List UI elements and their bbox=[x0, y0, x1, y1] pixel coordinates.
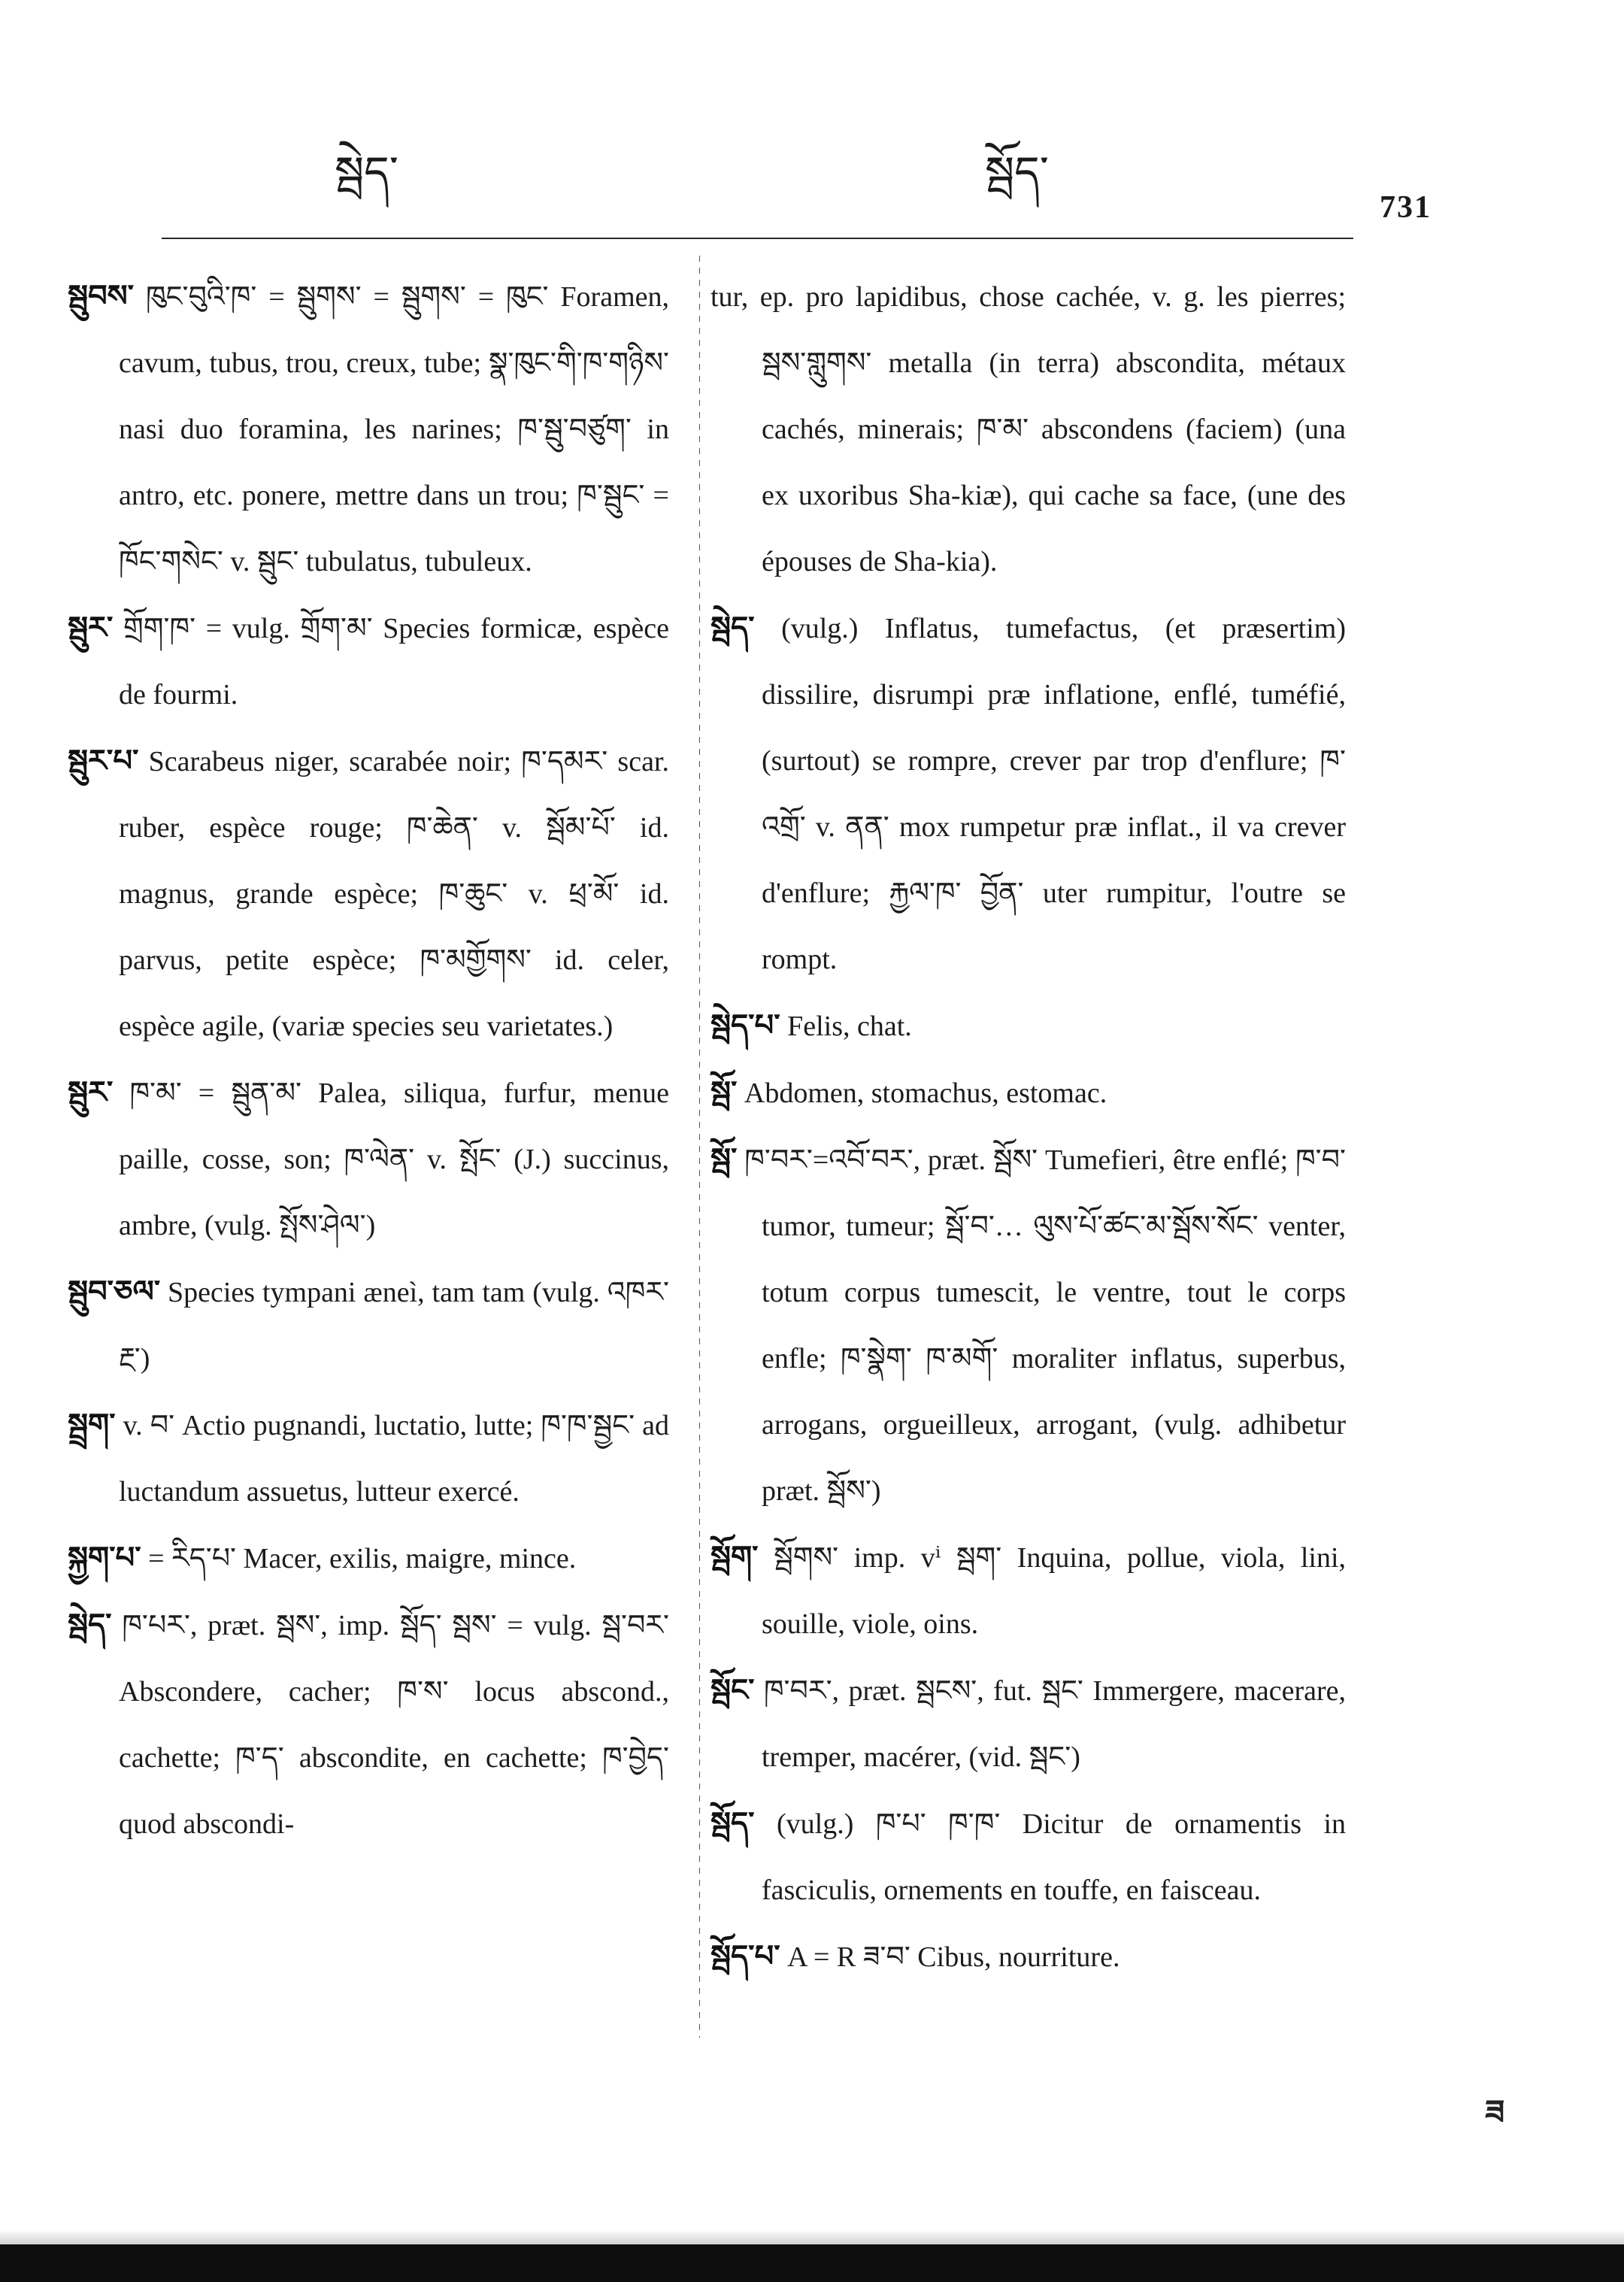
page-ornament: ཟ bbox=[1485, 2094, 1505, 2131]
entry-text: Species tympani æneì, tam tam (vulg. འཁར་རྔ་) bbox=[119, 1277, 669, 1374]
entry-headword: སྦོད་པ་ bbox=[710, 1939, 780, 1974]
dictionary-entry bbox=[710, 993, 1346, 1059]
dictionary-entry-continued bbox=[710, 263, 1346, 595]
dictionary-entry bbox=[710, 1059, 1346, 1126]
running-head-left: སྦེད་ bbox=[335, 147, 398, 198]
entry-text: ཁ་བར་, præt. སྦངས་, fut. སྦང་ Immergere, macerare, tremper, macérer, (vid. སྦང་) bbox=[762, 1675, 1347, 1773]
dictionary-entry bbox=[68, 1392, 669, 1525]
entry-headword: སྦུབ་ཅལ་ bbox=[68, 1274, 161, 1309]
entry-text: Felis, chat. bbox=[787, 1011, 912, 1042]
dictionary-entry bbox=[710, 1126, 1346, 1524]
entry-text: ཁ་པར་, præt. སྦས་, imp. སྦོད་ སྦས་ = vulg. སྦ་བར་ Abscondere, cacher; ཁ་ས་ locus abscond., cachette; ཁ་ད་ abscondite, en cachette; ཁ་བྱེད་ quod abscondi- bbox=[119, 1610, 669, 1840]
dictionary-entry bbox=[68, 263, 669, 595]
dictionary-entry bbox=[710, 1657, 1346, 1790]
dictionary-entry bbox=[710, 595, 1346, 993]
scan-edge-shadow bbox=[0, 2229, 1624, 2244]
entry-headword: སྦོད་ bbox=[710, 1806, 755, 1841]
entry-text: A = R ཟ་བ་ Cibus, nourriture. bbox=[787, 1941, 1120, 1973]
entry-text: ཁ་བར་=འབོ་བར་, præt. སྦོས་ Tumefieri, être enflé; ཁ་བ་ tumor, tumeur; སྦོ་བ་… ལུས་པོ་ཚང་མ་སྦོས་སོང་ venter, totum corpus tumescit, le ventre, tout le corps enfle; ཁ་སྣེག་ ཁ་མགོ་ moraliter inflatus, superbus, arrogans, orgueilleux, arrogant, (vulg. adhibetur præt. སྦོས་) bbox=[744, 1144, 1347, 1507]
dictionary-entry bbox=[710, 1524, 1346, 1657]
entry-headword: སྦུར་ bbox=[68, 611, 114, 645]
dictionary-entry bbox=[710, 1923, 1346, 1990]
entry-text: v. བ་ Actio pugnandi, luctatio, lutte; ཁ་ཁ་སྦྱང་ ad luctandum assuetus, lutteur exercé. bbox=[119, 1410, 669, 1508]
column-divider bbox=[699, 256, 700, 2038]
entry-text: Scarabeus niger, scarabée noir; ཁ་དམར་ scar. ruber, espèce rouge; ཁ་ཆེན་ v. སྦོམ་པོ་ id. magnus, grande espèce; ཁ་ཆུང་ v. ཕྲ་མོ་ id. parvus, petite espèce; ཁ་མགྱོགས་ id. celer, espèce agile, (variæ species seu varietates.) bbox=[119, 746, 669, 1042]
entry-text: ཁ་མ་ = སྦུན་མ་ Palea, siliqua, furfur, menue paille, cosse, son; ཁ་ལེན་ v. སྤོང་ (J.) succinus, ambre, (vulg. སྤོས་ཤེལ་) bbox=[119, 1077, 669, 1241]
right-column bbox=[710, 263, 1346, 1990]
entry-text: Abdomen, stomachus, estomac. bbox=[744, 1077, 1107, 1109]
page-number: 731 bbox=[1380, 190, 1432, 225]
entry-headword: སྦེད་པ་ bbox=[710, 1008, 780, 1043]
entry-text: སྦོགས་ imp. vⁱ སྦག་ Inquina, pollue, viola, lini, souille, viole, oins. bbox=[762, 1542, 1347, 1640]
entry-headword: སྦུབས་ bbox=[68, 279, 135, 314]
entry-headword: སྦུར་པ་ bbox=[68, 744, 139, 778]
entry-headword: སྦེད་ bbox=[68, 1608, 112, 1642]
entry-headword: སྦོ་ bbox=[710, 1142, 738, 1177]
left-column bbox=[68, 263, 669, 1857]
dictionary-entry bbox=[68, 1259, 669, 1392]
dictionary-entry bbox=[68, 1592, 669, 1857]
entry-text: གྲོག་ཁ་ = vulg. གྲོག་མ་ Species formicæ, espèce de fourmi. bbox=[119, 613, 670, 711]
entry-text: (vulg.) Inflatus, tumefactus, (et præsertim) dissilire, disrumpi præ inflatione, enflé, tuméfié, (surtout) se rompre, crever par trop d'enflure; ཁ་འགྲོ་ v. ནན་ mox rumpetur præ inflat., il va crever d'enflure; རྐྱལ་ཁ་ བྱོན་ uter rumpitur, l'outre se rompt. bbox=[762, 613, 1347, 975]
entry-headword: སྦོག་ bbox=[710, 1540, 759, 1574]
entry-headword: སྐྱག་པ་ bbox=[68, 1541, 141, 1575]
entry-headword: སྦེད་ bbox=[710, 611, 755, 645]
dictionary-entry bbox=[68, 595, 669, 728]
entry-text: (vulg.) ཁ་པ་ ཁ་ཁ་ Dicitur de ornamentis in fasciculis, ornements en touffe, en faisceau. bbox=[762, 1808, 1347, 1906]
entry-headword: སྦུར་ bbox=[68, 1075, 114, 1110]
entry-headword: སྦྲག་ bbox=[68, 1408, 116, 1442]
entry-headword: སྦོ་ bbox=[710, 1075, 738, 1110]
entry-headword: སྦོང་ bbox=[710, 1673, 755, 1708]
entry-text: = རིད་པ་ Macer, exilis, maigre, mince. bbox=[148, 1543, 577, 1574]
dictionary-entry bbox=[68, 728, 669, 1059]
scan-bottom-border bbox=[0, 2244, 1624, 2282]
entry-text: tur, ep. pro lapidibus, chose cachée, v. g. les pierres; སྦས་གླུགས་ metalla (in terra) abscondita, métaux cachés, minerais; ཁ་མ་ abscondens (faciem) (una ex uxoribus Sha-kiæ), qui cache sa face, (une des épouses de Sha-kia). bbox=[710, 281, 1346, 577]
running-head-right: སྦོད་ bbox=[985, 147, 1049, 198]
header-rule bbox=[162, 238, 1353, 239]
entry-text: ཁུང་བུའི་ཁ་ = སྦུགས་ = སྦུགས་ = ཁུང་ Foramen, cavum, tubus, trou, creux, tube; སྣ་ཁུང་གི་ཁ་གཉིས་ nasi duo foramina, les narines; ཁ་སྦུ་བཙུག་ in antro, etc. ponere, mettre dans un trou; ཁ་སྦུང་ = ཁོང་གསེང་ v. སྦུང་ tubulatus, tubuleux. bbox=[119, 281, 670, 577]
dictionary-entry bbox=[68, 1525, 669, 1592]
dictionary-entry bbox=[68, 1059, 669, 1259]
dictionary-entry bbox=[710, 1790, 1346, 1923]
